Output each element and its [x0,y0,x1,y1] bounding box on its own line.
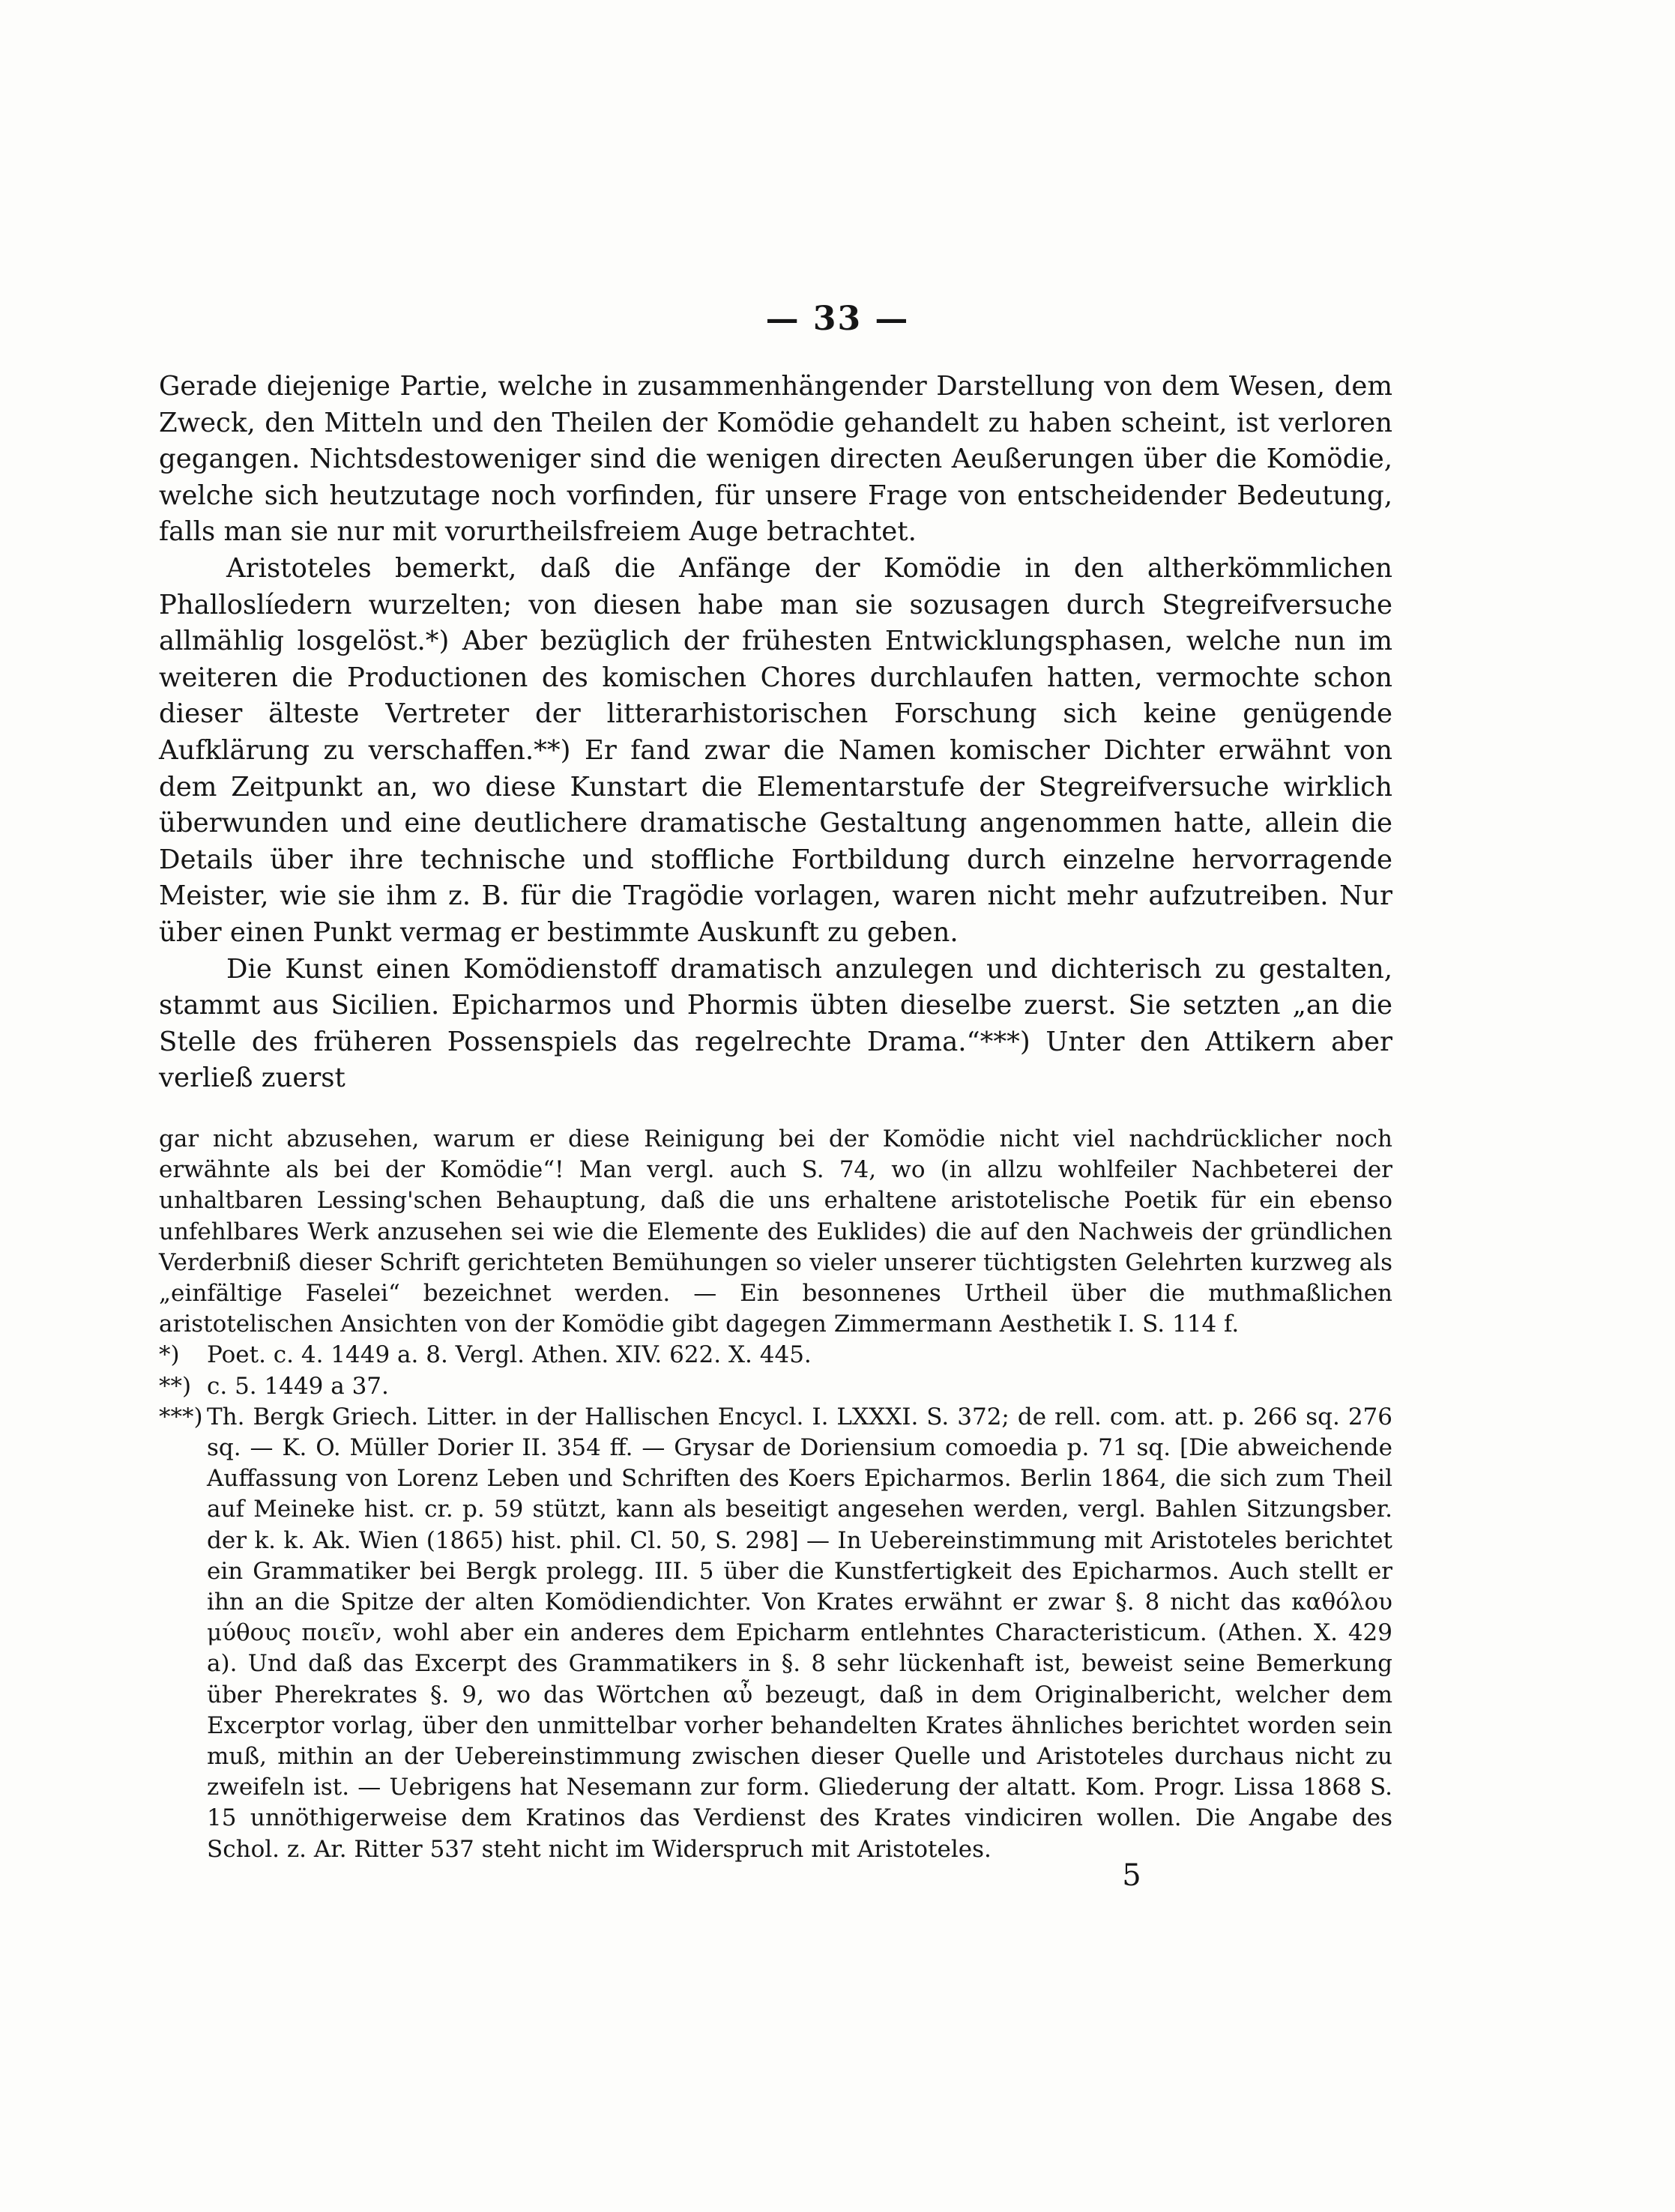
signature-mark: 5 [1122,1858,1141,1893]
footnote-2 [159,1371,1392,1402]
footnote-mark: **) [159,1372,192,1400]
footnote-text: Th. Bergk Griech. Litter. in der Hallischen Encycl. I. LXXXI. S. 372; de rell. com. att. p. 266 sq. 276 sq. — K. O. Müller Dorier II. 354 ff. — Grysar de Doriensium comoedia p. 71 sq. [Die abweichende Auffassung von Lorenz Leben und Schriften des Koers Epicharmos. Berlin 1864, die sich zum Theil auf Meineke hist. cr. p. 59 stützt, kann als beseitigt angesehen werden, vergl. Bahlen Sitzungsber. der k. k. Ak. Wien (1865) hist. phil. Cl. 50, S. 298] — In Uebereinstimmung mit Aristoteles berichtet ein Grammatiker bei Bergk prolegg. III. 5 über die Kunstfertigkeit des Epicharmos. Auch stellt er ihn an die Spitze der alten Komödiendichter. Von Krates erwähnt er zwar §. 8 nicht das καθόλου μύθους ποιεῖν, wohl aber ein anderes dem Epicharm entlehntes Characteristicum. (Athen. X. 429 a). Und daß das Excerpt des Grammatikers in §. 8 sehr lückenhaft ist, beweist seine Bemerkung über Pherekrates §. 9, wo das Wörtchen αὖ bezeugt, daß in dem Originalbericht, welcher dem Excerptor vorlag, über den unmittelbar vorher behandelten Krates ähnliches berichtet worden sein muß, mithin an der Uebereinstimmung zwischen dieser Quelle und Aristoteles durchaus nicht zu zweifeln ist. — Uebrigens hat Nesemann zur form. Gliederung der altatt. Kom. Progr. Lissa 1868 S. 15 unnöthigerweise dem Kratinos das Verdienst des Krates vindiciren wollen. Die Angabe des Schol. z. Ar. Ritter 537 steht nicht im Widerspruch mit Aristoteles. [207,1403,1392,1863]
page-number: — 33 — [765,300,910,338]
footnotes [159,1124,1392,1865]
footnote-continuation: gar nicht abzusehen, warum er diese Reinigung bei der Komödie nicht viel nachdrücklicher noch erwähnte als bei der Komödie“! Man vergl. auch S. 74, wo (in allzu wohlfeiler Nachbeterei der unhaltbaren Lessing'schen Behauptung, daß die uns erhaltene aristotelische Poetik für ein ebenso unfehlbares Werk anzusehen sei wie die Elemente des Euklides) die auf den Nachweis der gründlichen Verderbniß dieser Schrift gerichteten Bemühungen so vieler unserer tüchtigsten Gelehrten kurzweg als „einfältige Faselei“ bezeichnet werden. — Ein besonnenes Urtheil über die muthmaßlichen aristotelischen Ansichten von der Komödie gibt dagegen Zimmermann Aesthetik I. S. 114 f. [159,1125,1392,1338]
footnote-text: c. 5. 1449 a 37. [207,1372,389,1400]
paragraph-2: Aristoteles bemerkt, daß die Anfänge der Komödie in den altherkömmlichen Phalloslíedern wurzelten; von diesen habe man sie sozusagen durch Stegreifversuche allmählig losgelöst.*) Aber bezüglich der frühesten Entwicklungsphasen, welche nun im weiteren die Productionen des komischen Chores durchlaufen hatten, vermochte schon dieser älteste Vertreter der litterarhistorischen Forschung sich keine genügende Aufklärung zu verschaffen.**) Er fand zwar die Namen komischer Dichter erwähnt von dem Zeitpunkt an, wo diese Kunstart die Elementarstufe der Stegreifversuche wirklich überwunden und eine deutlichere dramatische Gestaltung angenommen hatte, allein die Details über ihre technische und stoffliche Fortbildung durch einzelne hervorragende Meister, wie sie ihm z. B. für die Tragödie vorlagen, waren nicht mehr aufzutreiben. Nur über einen Punkt vermag er bestimmte Auskunft zu geben. [159,552,1392,948]
footnote-mark: *) [159,1341,180,1369]
paragraph-3: Die Kunst einen Komödienstoff dramatisch anzulegen und dichterisch zu gestalten, stammt aus Sicilien. Epicharmos und Phormis übten dieselbe zuerst. Sie setzten „an die Stelle des früheren Possenspiels das regelrechte Drama.“***) Unter den Attikern aber verließ zuerst [159,953,1392,1094]
paragraph-1: Gerade diejenige Partie, welche in zusammenhängender Darstellung von dem Wesen, dem Zweck, den Mitteln und den Theilen der Komödie gehandelt zu haben scheint, ist verloren gegangen. Nichtsdestoweniger sind die wenigen directen Aeußerungen über die Komödie, welche sich heutzutage noch vorfinden, für unsere Frage von entscheidender Bedeutung, falls man sie nur mit vorurtheilsfreiem Auge betrachtet. [159,371,1392,548]
main-text [159,369,1392,1097]
footnote-3 [159,1402,1392,1865]
footnote-1 [159,1340,1392,1371]
footnote-text: Poet. c. 4. 1449 a. 8. Vergl. Athen. XIV. 622. X. 445. [207,1341,812,1369]
footnote-mark: ***) [159,1403,203,1430]
